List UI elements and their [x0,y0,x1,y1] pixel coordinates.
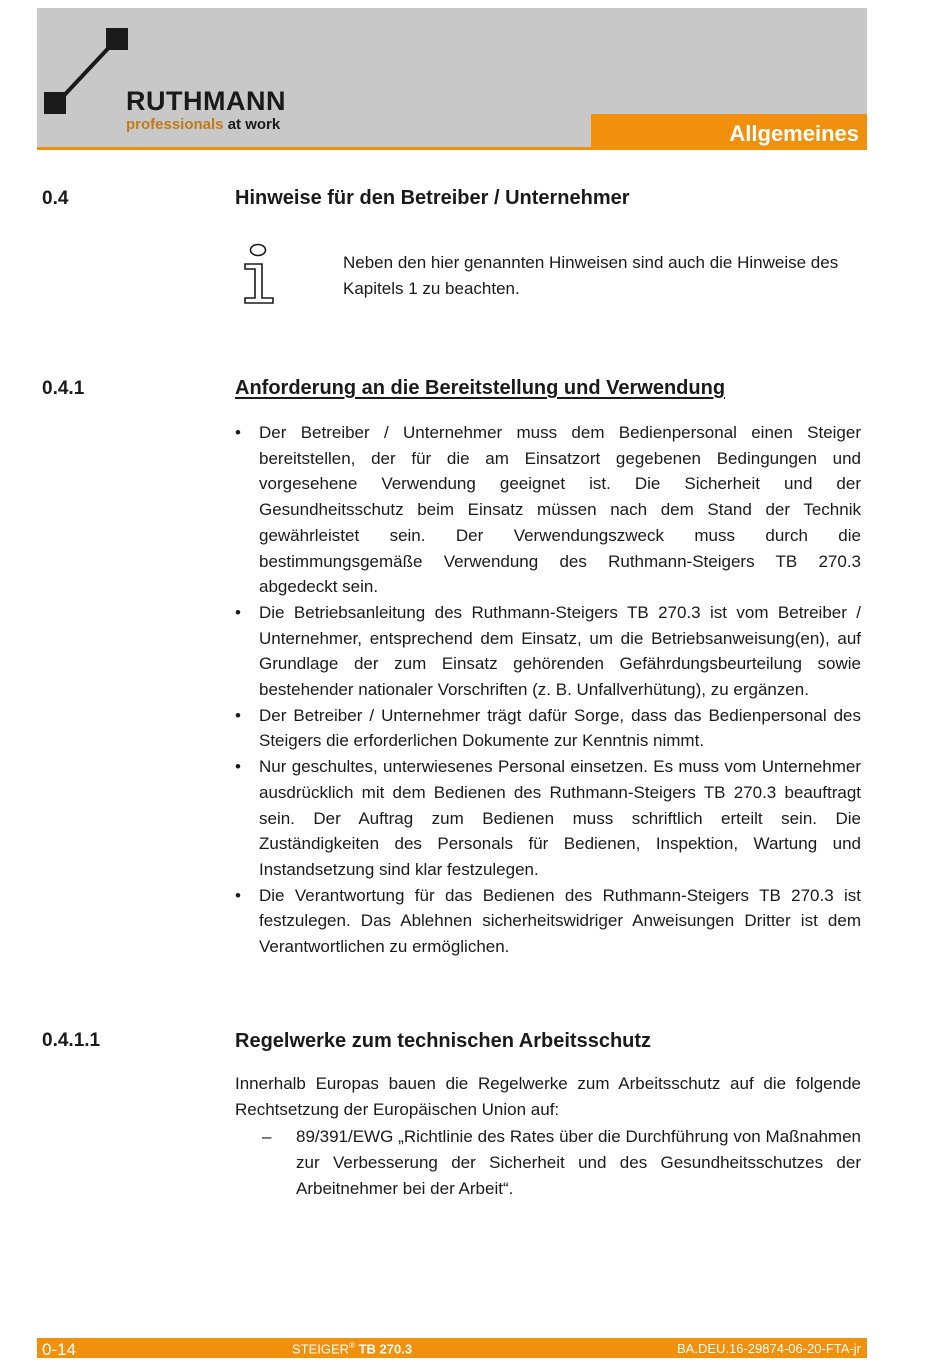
registered-mark: ® [349,1341,355,1350]
page-footer [37,1338,867,1358]
directive-item [262,1124,861,1202]
section-heading-0-4-1: Anforderung an die Bereitstellung und Verwendung [235,377,726,399]
regulations-intro: Innerhalb Europas bauen die Regelwerke zum Arbeitsschutz auf die folgende Rechtsetzung der Europäischen Union auf: [235,1074,861,1119]
tagline-at-work: at work [227,116,281,133]
section-heading-0-4: Hinweise für den Betreiber / Unternehmer [235,187,630,209]
tagline-professionals: professionals [126,116,224,133]
dash-marker: – [262,1127,272,1146]
product-prefix: STEIGER [292,1341,350,1357]
section-number-0-4-1-1: 0.4.1.1 [42,1030,101,1051]
product-name [292,1341,412,1356]
section-title: Allgemeines [729,121,859,146]
list-item: • Die Verantwortung für das Bedienen des Ruthmann-Steigers TB 270.3 ist festzulegen. Das Ablehnen sicherheitswidriger Anweisungen Dritter ist dem Verantwortlichen zu ermöglichen. [235,883,861,960]
brand-name: RUTHMANN [126,86,286,116]
info-note: Neben den hier genannten Hinweisen sind auch die Hinweise des Kapitels 1 zu beachten. [343,253,839,298]
list-item: • Nur geschultes, unterwiesenes Personal einsetzen. Es muss vom Unternehmer ausdrücklich mit dem Bedienen des Ruthmann-Steigers TB 270.3 beauftragt sein. Der Auftrag zum Bedienen muss schriftlich erteilt sein. Die Zuständigkeiten des Personals für Bedienen, Inspektion, Wartung und Instandsetzung sind klar festzulegen. [235,754,861,883]
section-number-0-4-1: 0.4.1 [42,378,85,399]
requirements-list [235,420,861,960]
list-item: • Der Betreiber / Unternehmer trägt dafür Sorge, dass das Bedienpersonal des Steigers die erforderlichen Dokumente zur Kenntnis nimmt. [235,703,861,754]
list-item: • Die Betriebsanleitung des Ruthmann-Steigers TB 270.3 ist vom Betreiber / Unternehmer, entsprechend dem Einsatz, um die Betriebsanweisung(en), auf Grundlage der zum Einsatz gehörenden Gefährdungsbeurteilung sowie bestehender nationaler Vorschriften (z. B. Unfallverhütung), zu ergänzen. [235,600,861,703]
section-number-0-4: 0.4 [42,188,69,209]
page-number: 0-14 [42,1340,77,1359]
header-rule [37,147,867,150]
section-heading-0-4-1-1: Regelwerke zum technischen Arbeitsschutz [235,1030,652,1052]
section-tab [591,114,867,150]
document-id: BA.DEU.16-29874-06-20-FTA-jr [677,1341,861,1356]
directive-text: 89/391/EWG „Richtlinie des Rates über die Durchführung von Maßnahmen zur Verbesserung der Sicherheit und des Gesundheitsschutzes der Arbeitnehmer bei der Arbeit“. [296,1127,861,1198]
product-model: TB 270.3 [358,1341,413,1357]
list-item: • Der Betreiber / Unternehmer muss dem Bedienpersonal einen Steiger bereitstellen, der für die am Einsatzort gegebenen Bedingungen und vorgesehene Verwendung geeignet ist. Die Sicherheit und der Gesundheitsschutz beim Einsatz müssen nach dem Stand der Technik gewährleistet sein. Der Verwendungszweck muss durch die bestimmungsgemäße Verwendung des Ruthmann-Steigers TB 270.3 abgedeckt sein. [235,420,861,600]
brand-tagline [126,117,280,132]
info-icon [240,243,276,305]
page-header [37,8,867,150]
